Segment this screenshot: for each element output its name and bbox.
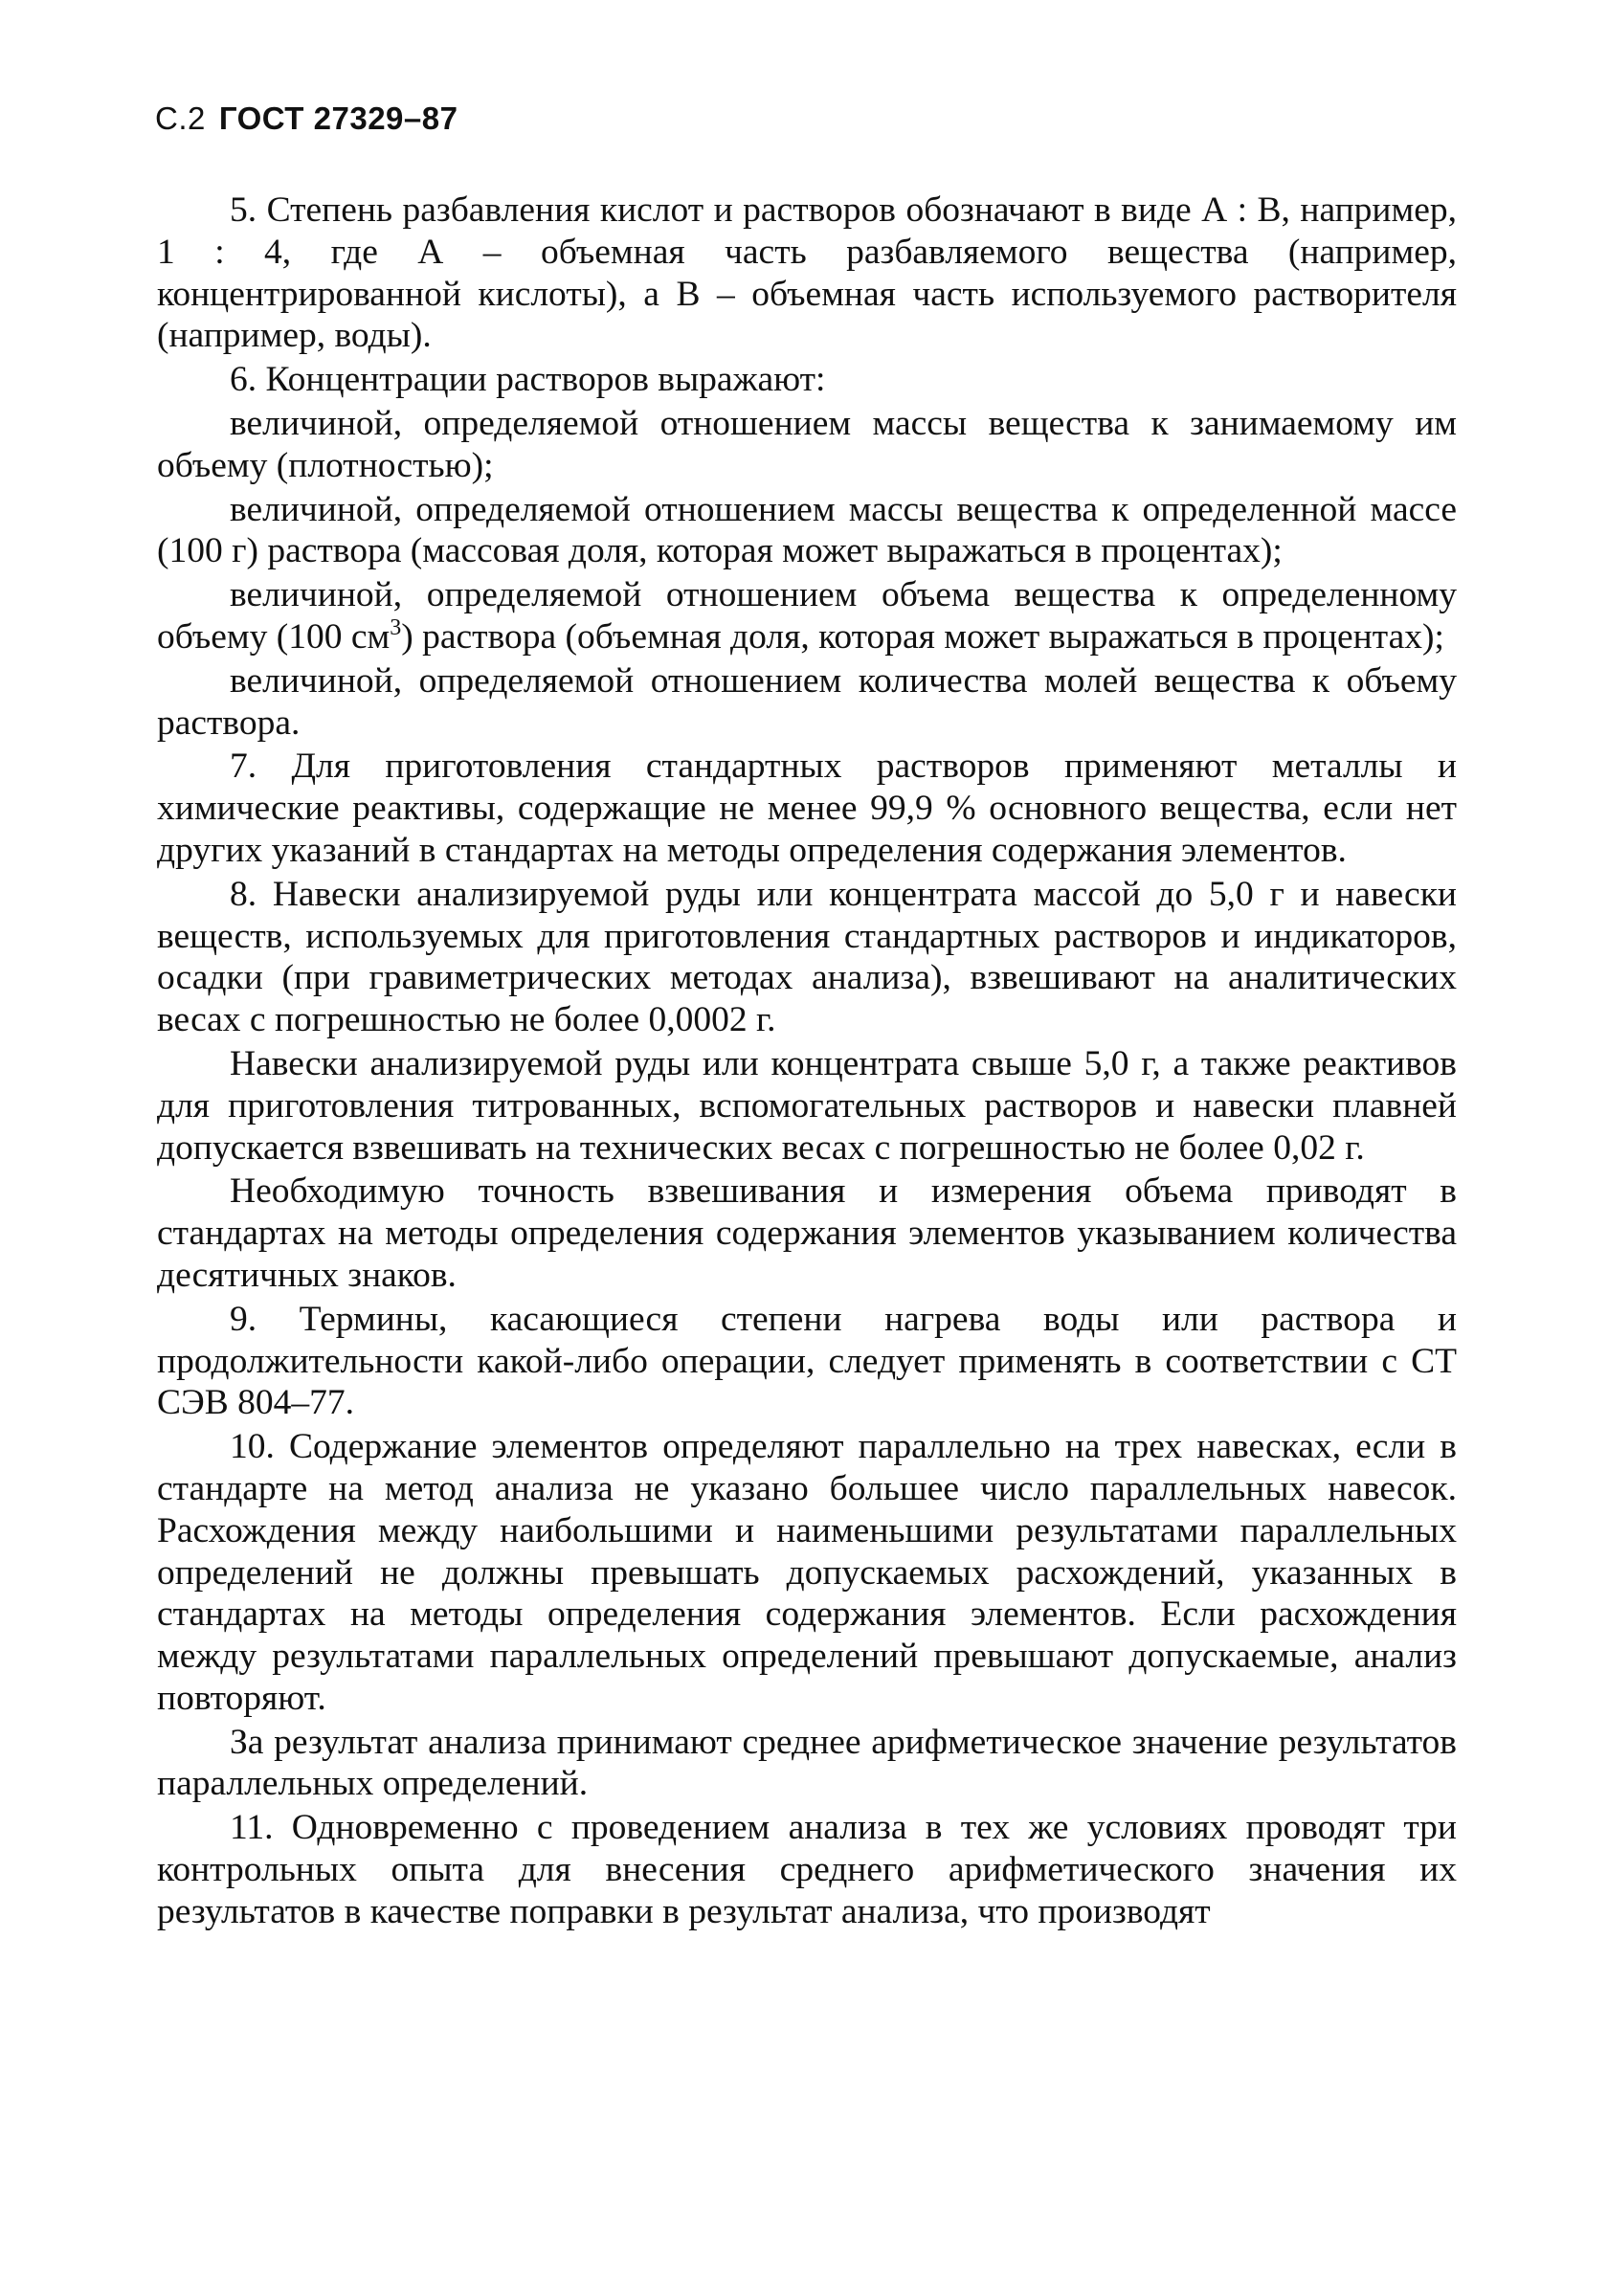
paragraph-6-item-a: величиной, определяемой отношением массы вещества к занимаемому им объему (плотностью); [157,403,1457,485]
paragraph-5: 5. Степень разбавления кислот и растворов обозначают в виде А : В, например, 1 : 4, где А – объемная часть разбавляемого вещества (например, концентрированной кислоты), а В – объемная часть используемого растворителя (например, воды). [157,190,1457,356]
paragraph-8-part-2: Навески анализируемой руды или концентрата свыше 5,0 г, а также реактивов для приготовления титрованных, вспомогательных растворов и навески плавней допускается взвешивать на технических весах с погрешностью не более 0,02 г. [157,1043,1457,1168]
paragraph-8-part-3: Необходимую точность взвешивания и измерения объема приводят в стандартах на методы определения содержания элементов указыванием количества десятичных знаков. [157,1171,1457,1295]
paragraph-9: 9. Термины, касающиеся степени нагрева воды или раствора и продолжительности какой-либо операции, следует применять в соответствии с СТ СЭВ 804–77. [157,1299,1457,1423]
document-body [157,189,1457,1935]
paragraph-7: 7. Для приготовления стандартных растворов применяют металлы и химические реактивы, содержащие не менее 99,9 % основного вещества, если нет других указаний в стандартах на методы определения содержания элементов. [157,747,1457,870]
document-code: ГОСТ 27329–87 [218,100,458,136]
paragraph-10-part-2: За результат анализа принимают среднее арифметическое значение результатов параллельных определений. [157,1722,1457,1804]
paragraph-6-item-c [157,574,1457,660]
paragraph-6-item-c-text-end: ) раствора (объемная доля, которая может выражаться в процентах); [401,616,1444,657]
superscript-3: 3 [390,614,402,640]
paragraph-6-item-d: величиной, определяемой отношением количества молей вещества к объему раствора. [157,660,1457,743]
page-number: С.2 [155,100,206,136]
paragraph-6-item-c-text-start: величиной, определяемой отношением объема вещества к определенному объему (100 см [157,575,1457,657]
paragraph-10: 10. Содержание элементов определяют параллельно на трех навесках, если в стандарте на метод анализа не указано большее число параллельных навесок. Расхождения между наибольшими и наименьшими результатами параллельных определений не должны превышать допускаемых расхождений, указанных в стандартах на методы определения содержания элементов. Если расхождения между результатами параллельных определений превышают допускаемые, анализ повторяют. [157,1427,1457,1718]
paragraph-8: 8. Навески анализируемой руды или концентрата массой до 5,0 г и навески веществ, используемых для приготовления стандартных растворов и индикаторов, осадки (при гравиметрических методах анализа), взвешивают на аналитических весах с погрешностью не более 0,0002 г. [157,874,1457,1040]
paragraph-11: 11. Одновременно с проведением анализа в тех же условиях проводят три контрольных опыта для внесения среднего арифметического значения их результатов в качестве поправки в результат анализа, что производят [157,1808,1457,1931]
paragraph-6-item-b: величиной, определяемой отношением массы вещества к определенной массе (100 г) раствора (массовая доля, которая может выражаться в процентах); [157,489,1457,571]
page-header [155,100,458,138]
paragraph-6: 6. Концентрации растворов выражают: [230,360,826,400]
